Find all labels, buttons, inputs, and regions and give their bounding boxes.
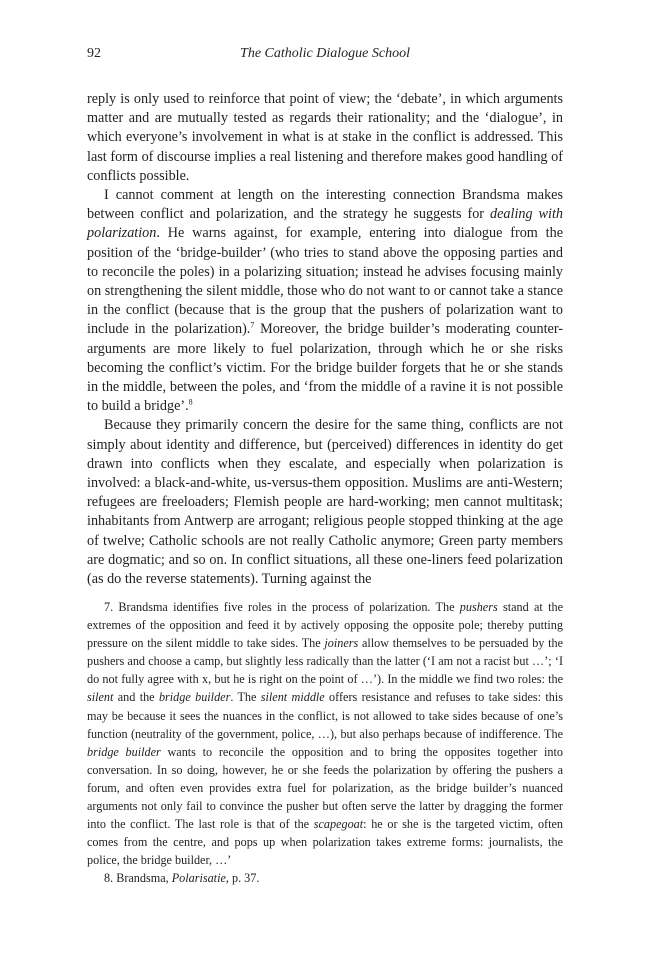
paragraph-2: I cannot comment at length on the interesting connection Brandsma makes between conflict and polarization, and the strategy he suggests for dealing with polarization. He warns against, for example, entering into dialogue from the position of the ‘bridge-builder’ (who tries to stand above the opposing parties and to reconcile the poles) in a polarizing situation; instead he advises focusing mainly on strengthening the silent middle, those who do not want to or cannot take a stance in the conflict (because that is the group that the pushers of polarization want to include in the polarization).$^7$ Moreover, the bridge builder’s moderating counter-arguments are more likely to fuel polarization, through which he or she risks becoming the conflict’s victim. For the bridge builder forgets that he or she stands in the middle, between the poles, and ‘from the middle of a ravine it is not possible to build a bridge’.$^8$ bbox=[87, 187, 564, 415]
footnotes bbox=[87, 598, 563, 888]
body-text bbox=[87, 90, 563, 589]
paragraph-3: Because they primarily concern the desire for the same thing, conflicts are not simply about identity and difference, but (perceived) differences in identity do get drawn into conflicts when they escalate, and especially when polarization is involved: a black-and-white, us-versus-them opposition. Muslims are anti-Western; refugees are freeloaders; Flemish people are hard-working; men cannot multitask; inhabitants from Antwerp are arrogant; religious people stopped thinking at the age of twelve; Catholic schools are not really Catholic anymore; Green party members are dogmatic; and so on. In conflict situations, all these one-liners feed polarization (as do the reverse statements). Turning against the bbox=[87, 417, 563, 588]
footnote-ref-7[interactable]: 7 bbox=[250, 320, 255, 330]
running-head bbox=[87, 46, 563, 66]
footnote-8: 8. Brandsma, Polarisatie, p. 37. bbox=[104, 871, 260, 886]
page-number: 92 bbox=[87, 46, 101, 61]
paragraph-1: reply is only used to reinforce that point of view; the ‘debate’, in which arguments matter and are mutually tested as regards their rationality; and the ‘dialogue’, in which everyone’s involvement in what is at stake in the conflict is addressed. This last form of discourse implies a real listening and therefore makes good handling of conflicts possible. bbox=[87, 91, 563, 184]
footnote-ref-8[interactable]: 8 bbox=[188, 397, 193, 407]
footnote-7: 7. Brandsma identifies five roles in the process of polarization. The pushers stand at the extremes of the opposition and feed it by actively opposing the opposite pole; thereby putting pressure on the silent middle to take sides. The joiners allow themselves to be persuaded by the pushers and choose a camp, but slightly less radically than the latter (‘I am not a racist but …’; ‘I do not fully agree with x, but he is right on the point of …’). In the middle we find two roles: the silent and the bridge builder. The silent middle offers resistance and refuses to take sides: this may be because it sees the nuances in the conflict, is not allowed to take sides because of one’s function (neutrality of the government, police, …), but also perhaps because of indifference. The bridge builder wants to reconcile the opposition and to bring the opposites together into conversation. In so doing, however, he or she feeds the polarization by offering the pushers a forum, and often even provides extra fuel for polarization, as the bridge builder’s nuanced arguments not only fail to convince the pusher but often serve the latter by dragging the former into the conflict. The last role is that of the scapegoat: he or she is the targeted victim, often comes from the centre, and pops up when polarization takes extreme forms: journalists, the police, the bridge builder, …’ bbox=[87, 600, 564, 868]
footnote-number: 8. bbox=[104, 871, 114, 886]
footnote-number: 7. bbox=[104, 600, 114, 614]
running-title: The Catholic Dialogue School bbox=[240, 46, 410, 61]
